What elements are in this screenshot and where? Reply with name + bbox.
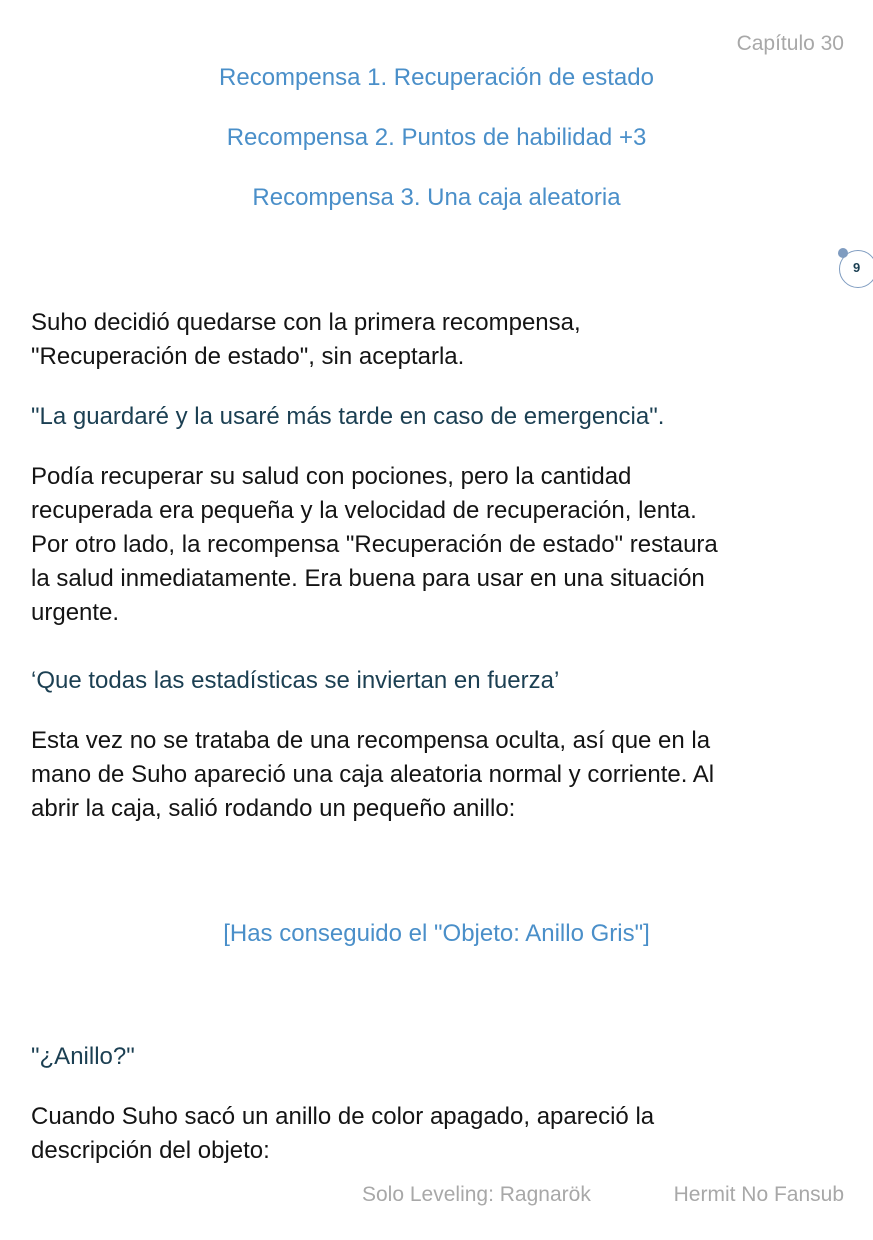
footnote-badge[interactable] bbox=[839, 250, 873, 288]
reward-1: Recompensa 1. Recuperación de estado bbox=[219, 64, 654, 91]
text-line: Cuando Suho sacó un anillo de color apagado, apareció la bbox=[31, 1103, 655, 1130]
dialogue bbox=[31, 400, 851, 434]
text-line: ‘Que todas las estadísticas se inviertan en fuerza’ bbox=[31, 667, 560, 694]
text-line: la salud inmediatamente. Era buena para usar en una situación bbox=[31, 565, 705, 592]
text-line: mano de Suho apareció una caja aleatoria normal y corriente. Al bbox=[31, 761, 715, 788]
dialogue bbox=[31, 1040, 851, 1074]
text-line: Suho decidió quedarse con la primera recompensa, bbox=[31, 309, 581, 336]
footer-translator: Hermit No Fansub bbox=[673, 1183, 844, 1206]
reward-3: Recompensa 3. Una caja aleatoria bbox=[252, 184, 621, 211]
paragraph bbox=[31, 306, 851, 374]
paragraph bbox=[31, 1100, 851, 1168]
text-line: Podía recuperar su salud con pociones, pero la cantidad bbox=[31, 463, 632, 490]
text-line: abrir la caja, salió rodando un pequeño anillo: bbox=[31, 795, 516, 822]
footer-book-title: Solo Leveling: Ragnarök bbox=[362, 1183, 591, 1206]
text-line: "Recuperación de estado", sin aceptarla. bbox=[31, 343, 465, 370]
text-line: "La guardaré y la usaré más tarde en caso de emergencia". bbox=[31, 403, 665, 430]
text-line: "¿Anillo?" bbox=[31, 1043, 135, 1070]
system-message: [Has conseguido el "Objeto: Anillo Gris"] bbox=[223, 920, 650, 947]
text-line: urgente. bbox=[31, 599, 120, 626]
badge-dot-icon bbox=[838, 248, 848, 258]
paragraph bbox=[31, 724, 851, 826]
paragraph bbox=[31, 460, 851, 630]
reward-2: Recompensa 2. Puntos de habilidad +3 bbox=[226, 124, 647, 151]
text-line: Esta vez no se trataba de una recompensa oculta, así que en la bbox=[31, 727, 711, 754]
thought bbox=[31, 664, 851, 698]
chapter-label: Capítulo 30 bbox=[736, 32, 844, 55]
text-line: recuperada era pequeña y la velocidad de recuperación, lenta. bbox=[31, 497, 697, 524]
text-line: Por otro lado, la recompensa "Recuperación de estado" restaura bbox=[31, 531, 718, 558]
badge-number: 9 bbox=[853, 260, 861, 275]
text-line: descripción del objeto: bbox=[31, 1137, 270, 1164]
